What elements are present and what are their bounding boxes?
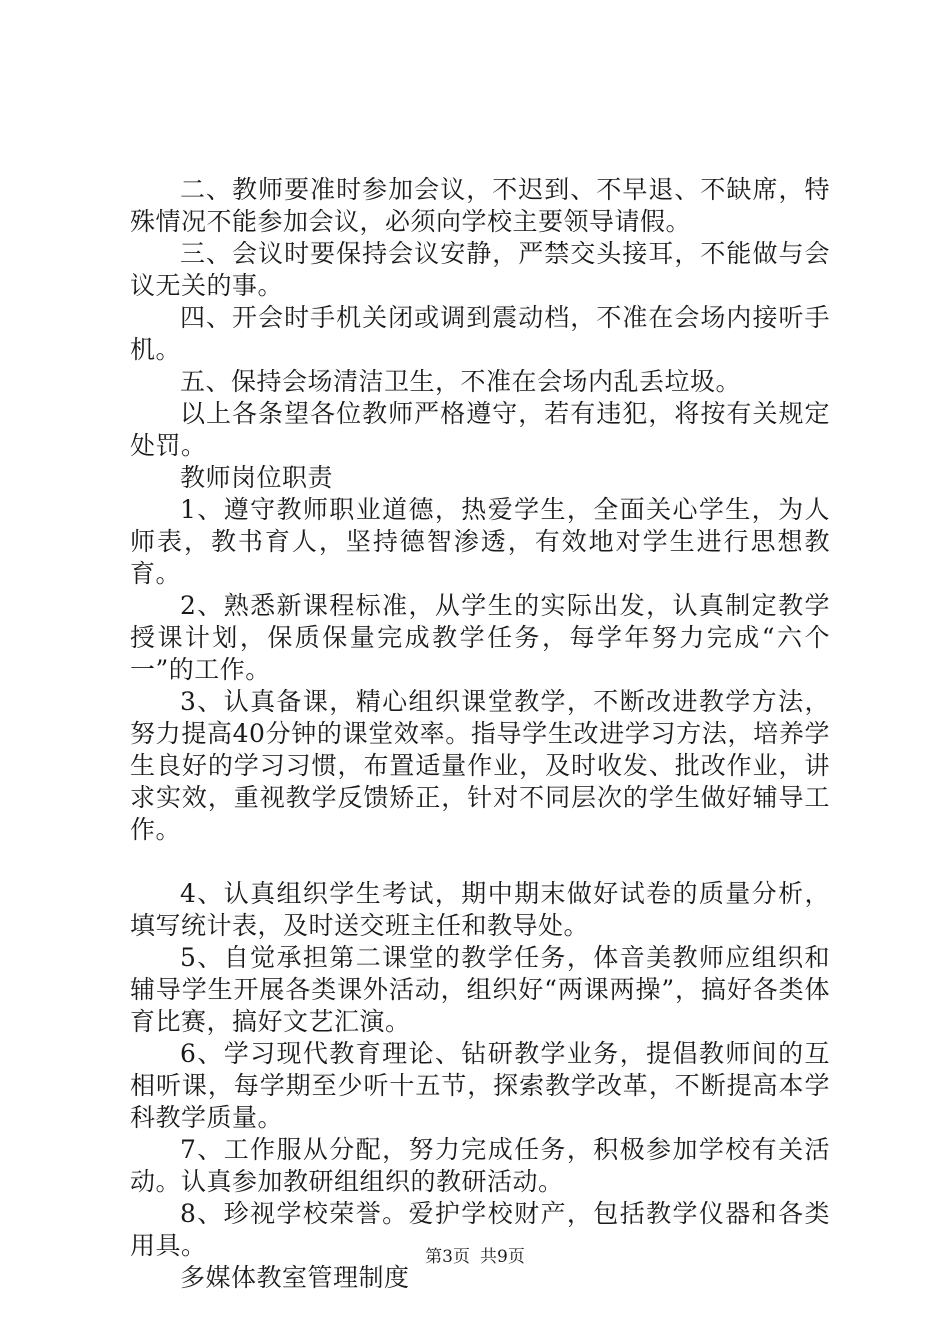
paragraph-meeting-rule-4: 四、开会时手机关闭或调到震动档，不准在会场内接听手机。 [130, 303, 830, 364]
duty-item-5: 5、自觉承担第二课堂的教学任务，体音美教师应组织和辅导学生开展各类课外活动，组织好“两课两操”，搞好各类体育比赛，搞好文艺汇演。 [130, 943, 830, 1036]
page-number: 第3页 [425, 1247, 470, 1267]
paragraph-meeting-rule-5: 五、保持会场清洁卫生，不准在会场内乱丢垃圾。 [180, 367, 742, 396]
duty-item-6: 6、学习现代教育理论、钻研教学业务，提倡教师间的互相听课，每学期至少听十五节，探索教学改革，不断提高本学科教学质量。 [130, 1039, 830, 1132]
paragraph-meeting-closing: 以上各条望各位教师严格遵守，若有违犯，将按有关规定处罚。 [130, 399, 830, 460]
document-body [130, 174, 830, 1294]
duty-item-1: 1、遵守教师职业道德，热爱学生，全面关心学生，为人师表，教书育人，坚持德智渗透，有效地对学生进行思想教育。 [130, 495, 830, 588]
paragraph-meeting-rule-2: 二、教师要准时参加会议，不迟到、不早退、不缺席，特殊情况不能参加会议，必须向学校主要领导请假。 [130, 175, 830, 236]
duty-item-7: 7、工作服从分配，努力完成任务，积极参加学校有关活动。认真参加教研组组织的教研活动。 [130, 1135, 830, 1196]
duty-item-2: 2、熟悉新课程标准，从学生的实际出发，认真制定教学授课计划，保质保量完成教学任务，每学年努力完成“六个一”的工作。 [130, 591, 830, 684]
page-footer [0, 1242, 950, 1267]
paragraph-meeting-rule-3: 三、会议时要保持会议安静，严禁交头接耳，不能做与会议无关的事。 [130, 239, 830, 300]
duty-item-4: 4、认真组织学生考试，期中期末做好试卷的质量分析，填写统计表，及时送交班主任和教导处。 [130, 879, 830, 940]
section-title-teacher-duties: 教师岗位职责 [180, 463, 334, 492]
duty-item-3: 3、认真备课，精心组织课堂教学，不断改进教学方法，努力提高40分钟的课堂效率。指导学生改进学习方法，培养学生良好的学习习惯，布置适量作业，及时收发、批改作业，讲求实效，重视教学反馈矫正，针对不同层次的学生做好辅导工作。 [130, 687, 830, 844]
duty-item-8: 8、珍视学校荣誉。爱护学校财产，包括教学仪器和各类用具。 [130, 1199, 830, 1260]
page-total: 共9页 [480, 1247, 525, 1267]
section-title-multimedia-rules: 多媒体教室管理制度 [180, 1263, 410, 1292]
